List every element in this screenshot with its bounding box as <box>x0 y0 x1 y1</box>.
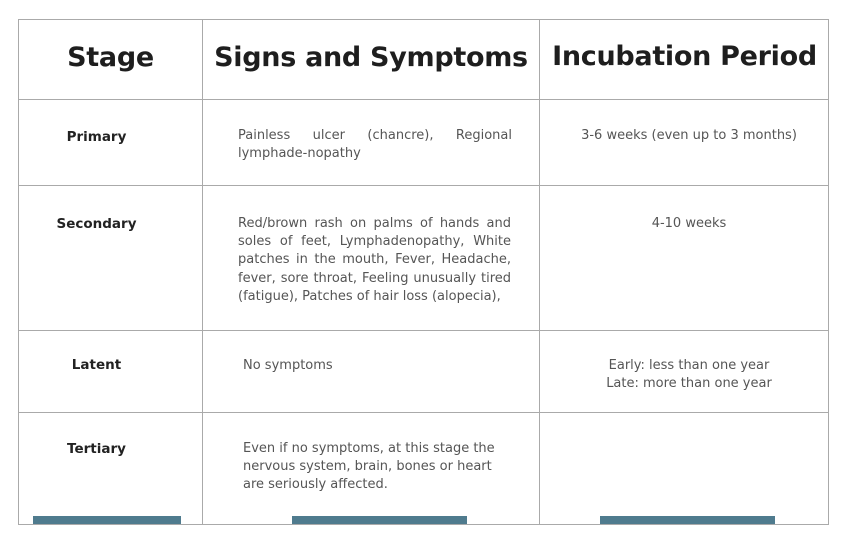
signs-latent: No symptoms <box>243 358 333 373</box>
incubation-secondary: 4-10 weeks <box>651 216 727 231</box>
row-divider <box>19 412 828 413</box>
accent-bar-right <box>600 516 775 524</box>
signs-tertiary: Even if no symptoms, at this stage the nervous system, brain, bones or heart are seriously affected. <box>243 441 495 493</box>
row-divider <box>19 185 828 186</box>
header-stage: Stage <box>67 42 154 73</box>
signs-primary: Painless ulcer (chancre), Regional lymphade-nopathy <box>238 128 512 162</box>
signs-secondary: Red/brown rash on palms of hands and soles of feet, Lymphadenopathy, White patches in the mouth, Fever, Headache, fever, sore throat, Feeling unusually tired (fatigue), Patches of hair loss (alopecia), <box>238 216 511 304</box>
incubation-primary: 3-6 weeks (even up to 3 months) <box>581 128 797 143</box>
syphilis-stages-table <box>18 19 829 525</box>
stage-tertiary: Tertiary <box>67 441 126 457</box>
header-incubation-period: Incubation Period <box>552 41 817 72</box>
stage-secondary: Secondary <box>56 216 137 232</box>
accent-bar-middle <box>292 516 467 524</box>
incubation-latent <box>560 357 818 393</box>
accent-bar-left <box>33 516 181 524</box>
stage-primary: Primary <box>66 129 127 145</box>
stage-latent: Latent <box>71 357 122 373</box>
row-divider <box>19 99 828 100</box>
column-divider <box>539 20 540 524</box>
row-divider <box>19 330 828 331</box>
column-divider <box>202 20 203 524</box>
header-signs-and-symptoms: Signs and Symptoms <box>214 42 528 73</box>
incubation-latent-early: Early: less than one year <box>608 358 770 373</box>
incubation-latent-late: Late: more than one year <box>606 376 772 392</box>
